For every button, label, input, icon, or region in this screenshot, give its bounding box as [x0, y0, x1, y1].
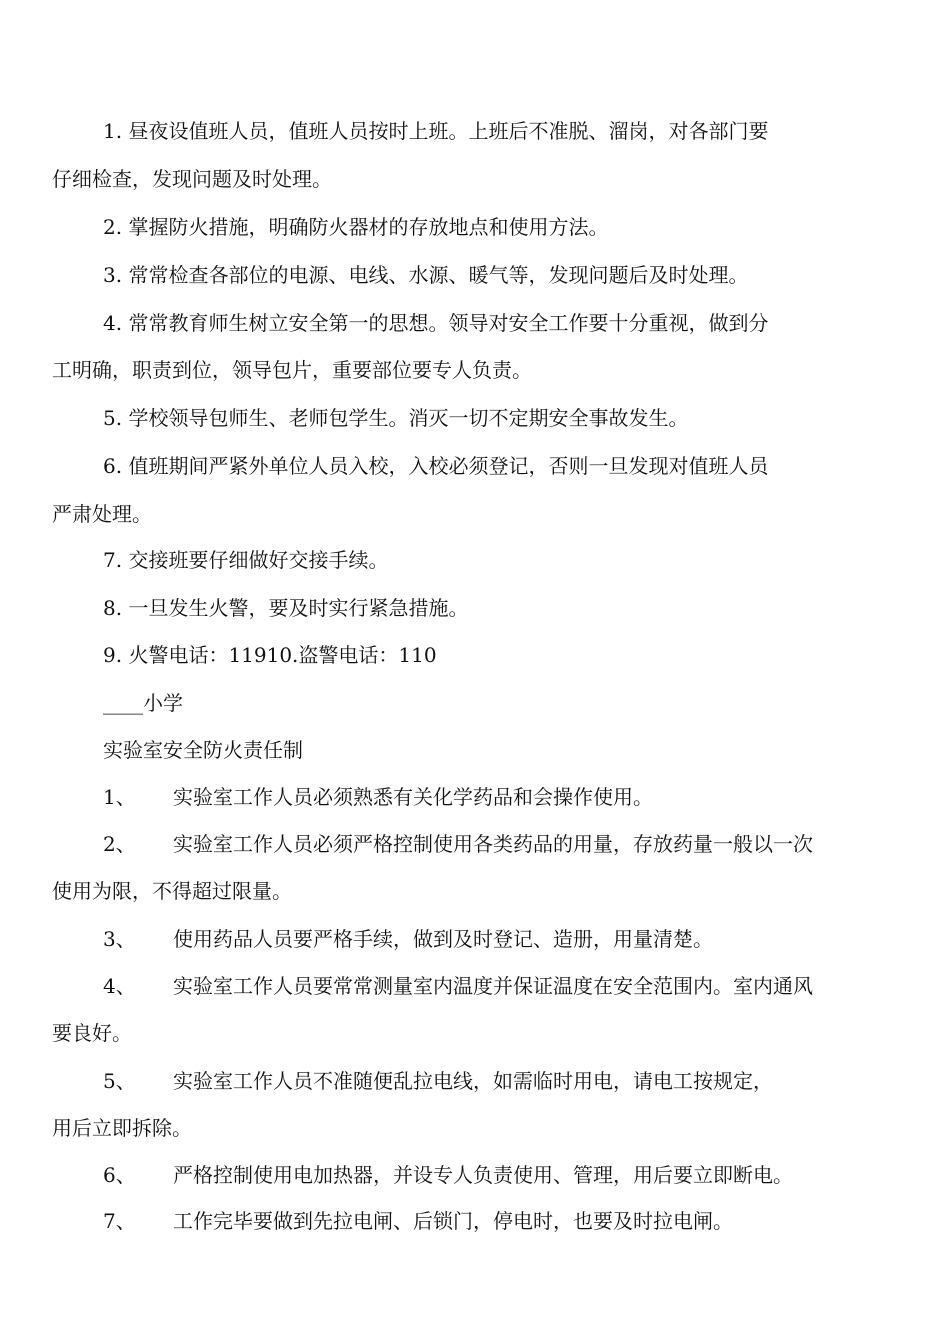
- lab-rule-text: 工作完毕要做到先拉电闸、后锁门，停电时，也要及时拉电闸。: [173, 1209, 733, 1233]
- rule-7: 7. 交接班要仔细做好交接手续。: [103, 548, 389, 572]
- lab-rule-number: 7、: [103, 1209, 136, 1233]
- rule-4-line-2: 工明确，职责到位，领导包片，重要部位要专人负责。: [52, 358, 532, 382]
- rule-6-line-1: 6. 值班期间严紧外单位人员入校，入校必须登记，否则一旦发现对值班人员: [103, 454, 769, 478]
- lab-rule-text: 严格控制使用电加热器，并设专人负责使用、管理，用后要立即断电。: [173, 1163, 793, 1187]
- lab-rule-number: 3、: [103, 927, 136, 951]
- lab-rule-2: [103, 830, 950, 858]
- lab-rule-text: 实验室工作人员必须熟悉有关化学药品和会操作使用。: [173, 785, 653, 809]
- signature: ____小学: [103, 691, 183, 715]
- rule-3: 3. 常常检查各部位的电源、电线、水源、暖气等，发现问题后及时处理。: [103, 263, 749, 287]
- lab-rule-5-line-2: 用后立即拆除。: [52, 1116, 192, 1140]
- lab-rule-7: [103, 1207, 950, 1235]
- lab-rule-number: 2、: [103, 832, 136, 856]
- rule-6-line-2: 严肃处理。: [52, 502, 152, 526]
- lab-rule-text: 实验室工作人员不准随便乱拉电线，如需临时用电，请电工按规定，: [173, 1069, 773, 1093]
- lab-rule-text: 实验室工作人员必须严格控制使用各类药品的用量，存放药量一般以一次: [173, 832, 813, 856]
- rule-5: 5. 学校领导包师生、老师包学生。消灭一切不定期安全事故发生。: [103, 406, 689, 430]
- lab-rule-4: [103, 972, 950, 1000]
- lab-rule-3: [103, 925, 950, 953]
- lab-rule-4-line-2: 要良好。: [52, 1021, 132, 1045]
- rule-2: 2. 掌握防火措施，明确防火器材的存放地点和使用方法。: [103, 215, 609, 239]
- rule-4-line-1: 4. 常常教育师生树立安全第一的思想。领导对安全工作要十分重视，做到分: [103, 311, 769, 335]
- lab-rule-number: 1、: [103, 785, 136, 809]
- section-title: 实验室安全防火责任制: [103, 738, 303, 762]
- lab-rule-6: [103, 1161, 950, 1189]
- rule-1-line-2: 仔细检查，发现问题及时处理。: [52, 167, 332, 191]
- lab-rule-text: 实验室工作人员要常常测量室内温度并保证温度在安全范围内。室内通风: [173, 974, 813, 998]
- lab-rule-number: 4、: [103, 974, 136, 998]
- lab-rule-number: 6、: [103, 1163, 136, 1187]
- lab-rule-2-line-2: 使用为限，不得超过限量。: [52, 879, 292, 903]
- lab-rule-text: 使用药品人员要严格手续，做到及时登记、造册，用量清楚。: [173, 927, 713, 951]
- rule-1-line-1: 1. 昼夜设值班人员，值班人员按时上班。上班后不准脱、溜岗，对各部门要: [103, 119, 769, 143]
- rule-8: 8. 一旦发生火警，要及时实行紧急措施。: [103, 596, 469, 620]
- lab-rule-5: [103, 1067, 950, 1095]
- lab-rule-1: [103, 783, 950, 811]
- lab-rule-number: 5、: [103, 1069, 136, 1093]
- rule-9: 9. 火警电话：11910.盗警电话：110: [103, 643, 437, 667]
